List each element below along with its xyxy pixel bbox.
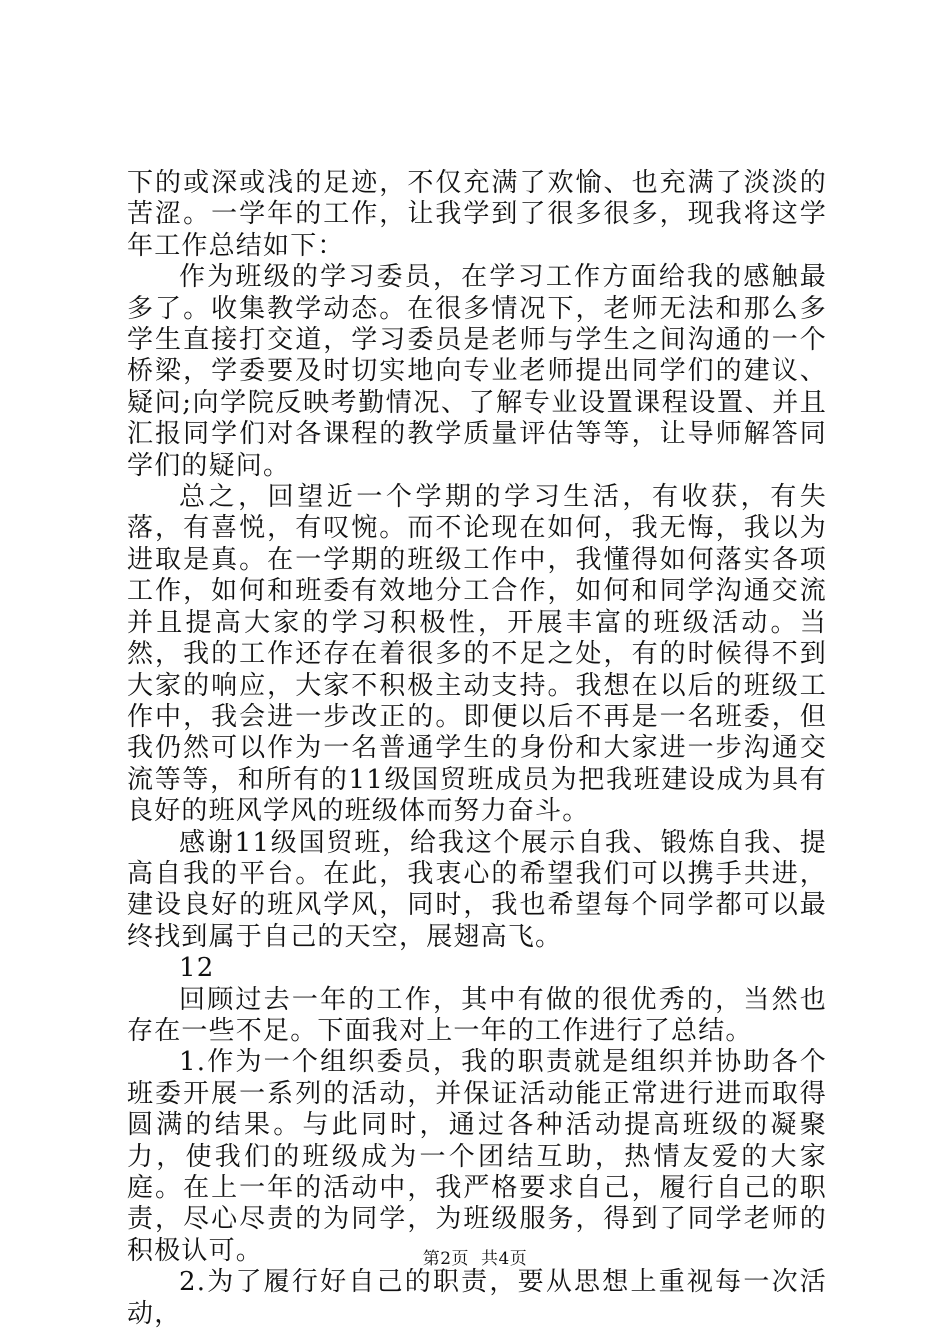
page-footer <box>0 1244 950 1269</box>
page-number: 第2页 <box>422 1249 470 1269</box>
paragraph-6: 回顾过去一年的工作，其中有做的很优秀的，当然也存在一些不足。下面我对上一年的工作进行了总结。 <box>127 984 827 1046</box>
paragraph-5: 12 <box>179 953 215 984</box>
page-total: 共4页 <box>480 1249 528 1269</box>
paragraph-1: 下的或深或浅的足迹，不仅充满了欢愉、也充满了淡淡的苦涩。一学年的工作，让我学到了很多很多，现我将这学年工作总结如下： <box>127 168 827 261</box>
document-body <box>127 168 827 1330</box>
paragraph-2: 作为班级的学习委员，在学习工作方面给我的感触最多了。收集教学动态。在很多情况下，老师无法和那么多学生直接打交道，学习委员是老师与学生之间沟通的一个桥梁，学委要及时切实地向专业老师提出同学们的建议、疑问;向学院反映考勤情况、了解专业设置课程设置、并且汇报同学们对各课程的教学质量评估等等，让导师解答同学们的疑问。 <box>127 262 827 481</box>
paragraph-8: 2.为了履行好自己的职责，要从思想上重视每一次活动， <box>127 1267 827 1329</box>
paragraph-7: 1.作为一个组织委员，我的职责就是组织并协助各个班委开展一系列的活动，并保证活动能正常进行进而取得圆满的结果。与此同时，通过各种活动提高班级的凝聚力，使我们的班级成为一个团结互助，热情友爱的大家庭。在上一年的活动中，我严格要求自己，履行自己的职责，尽心尽责的为同学，为班级服务，得到了同学老师的积极认可。 <box>127 1047 827 1266</box>
paragraph-4: 感谢11级国贸班，给我这个展示自我、锻炼自我、提高自我的平台。在此，我衷心的希望我们可以携手共进，建设良好的班风学风，同时，我也希望每个同学都可以最终找到属于自己的天空，展翅高飞。 <box>127 827 827 952</box>
paragraph-3: 总之，回望近一个学期的学习生活，有收获，有失落，有喜悦，有叹惋。而不论现在如何，我无悔，我以为进取是真。在一学期的班级工作中，我懂得如何落实各项工作，如何和班委有效地分工合作，如何和同学沟通交流并且提高大家的学习积极性，开展丰富的班级活动。当然，我的工作还存在着很多的不足之处，有的时候得不到大家的响应，大家不积极主动支持。我想在以后的班级工作中，我会进一步改正的。即便以后不再是一名班委，但我仍然可以作为一名普通学生的身份和大家进一步沟通交流等等，和所有的11级国贸班成员为把我班建设成为具有良好的班风学风的班级体而努力奋斗。 <box>127 482 827 827</box>
